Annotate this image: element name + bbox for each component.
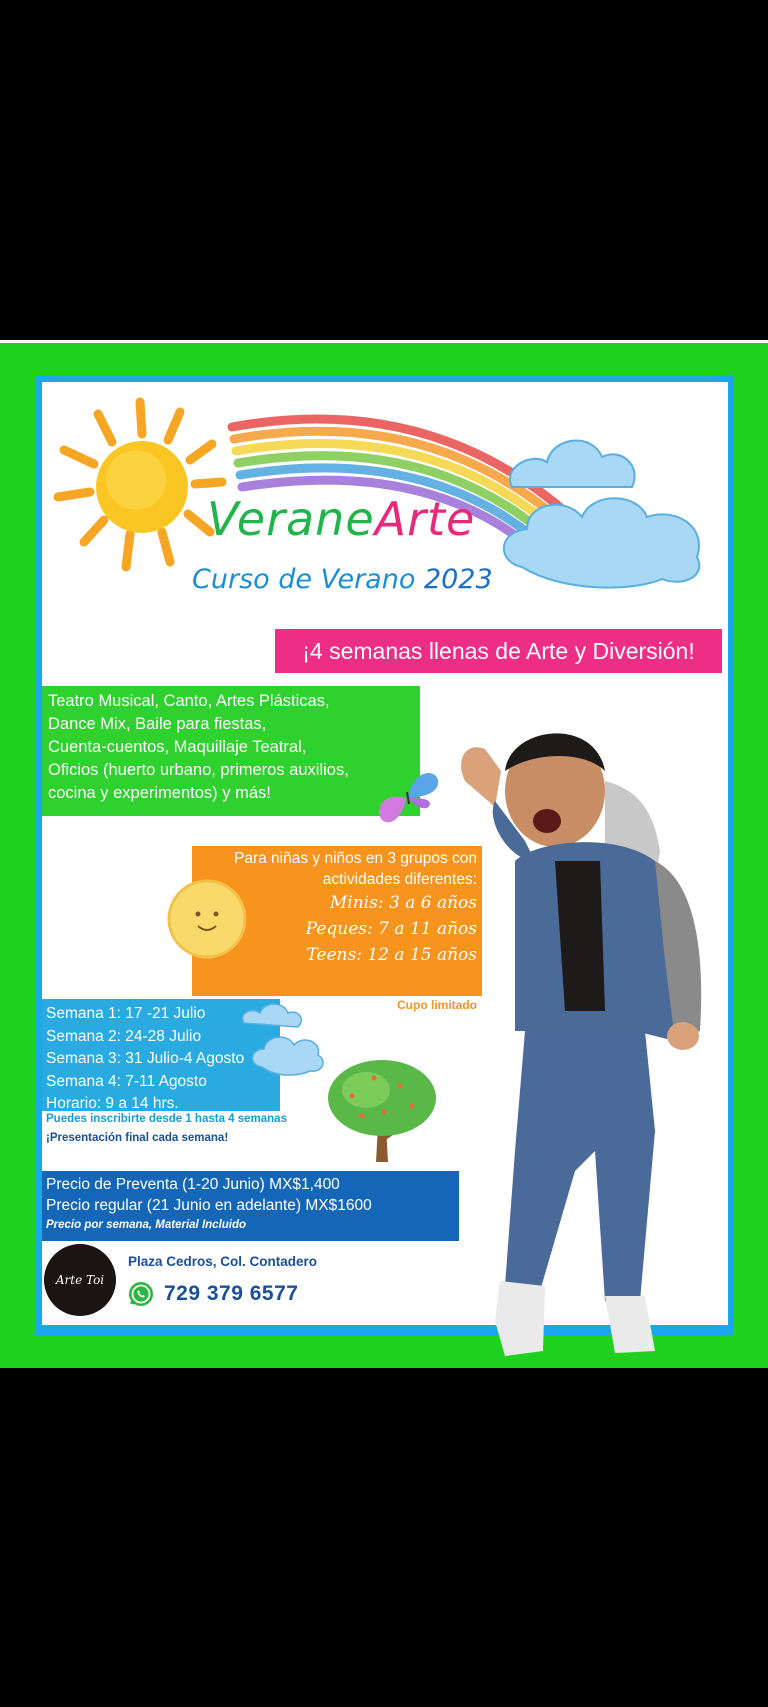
week-line: Semana 2: 24-28 Julio — [46, 1027, 202, 1045]
activity-line: Cuenta-cuentos, Maquillaje Teatral, — [48, 738, 307, 756]
price-presale: Precio de Preventa (1-20 Junio) MX$1,400 — [46, 1176, 340, 1193]
group-peques: Peques: 7 a 11 años — [305, 919, 477, 939]
poster-title — [207, 492, 475, 546]
group-minis: Minis: 3 a 6 años — [329, 893, 477, 913]
schedule-hours: Horario: 9 a 14 hrs. — [46, 1095, 179, 1112]
subtitle-text: Curso de Verano — [192, 564, 416, 595]
week-line: Semana 1: 17 -21 Julio — [46, 1005, 206, 1022]
subtitle-year: 2023 — [423, 564, 493, 595]
week-line: Semana 4: 7-11 Agosto — [46, 1072, 207, 1090]
prices-box — [42, 1171, 459, 1241]
presentation-note: ¡Presentación final cada semana! — [46, 1132, 229, 1144]
promo-banner: ¡4 semanas llenas de Arte y Diversión! — [275, 629, 722, 673]
butterfly-illustration — [372, 762, 442, 832]
title-part-arte: Arte — [374, 492, 476, 546]
whatsapp-icon — [128, 1281, 154, 1307]
price-note: Precio por semana, Material Incluido — [46, 1219, 247, 1231]
poster-subtitle — [192, 564, 493, 595]
group-teens: Teens: 12 a 15 años — [306, 945, 477, 965]
activities-box — [42, 686, 420, 816]
price-regular: Precio regular (21 Junio en adelante) MX$1600 — [46, 1197, 372, 1214]
activity-line: Teatro Musical, Canto, Artes Plásticas, — [48, 692, 330, 710]
enrollment-note: Puedes inscribirte desde 1 hasta 4 semanas — [46, 1113, 287, 1125]
week-line: Semana 3: 31 Julio-4 Agosto — [46, 1050, 245, 1067]
activity-line: cocina y experimentos) y más! — [48, 784, 271, 802]
title-part-verane: Verane — [207, 492, 375, 546]
tree-illustration — [322, 1056, 442, 1166]
address-text: Plaza Cedros, Col. Contadero — [128, 1254, 318, 1269]
phone-row — [128, 1279, 298, 1309]
arte-toi-logo: Arte Toi — [44, 1244, 116, 1316]
boy-photo — [455, 711, 750, 1361]
small-clouds-illustration — [232, 997, 332, 1082]
groups-text — [192, 848, 477, 968]
groups-intro-line: Para niñas y niños en 3 grupos con — [234, 850, 477, 867]
sun-illustration — [50, 392, 230, 592]
limited-spots-label: Cupo limitado — [397, 998, 477, 1012]
groups-intro-line: actividades diferentes: — [322, 871, 477, 888]
phone-number: 729 379 6577 — [164, 1282, 299, 1305]
clouds-illustration — [482, 407, 722, 597]
activity-line: Dance Mix, Baile para fiestas, — [48, 715, 267, 733]
activity-line: Oficios (huerto urbano, primeros auxilios, — [48, 761, 349, 779]
poster — [0, 340, 768, 1368]
